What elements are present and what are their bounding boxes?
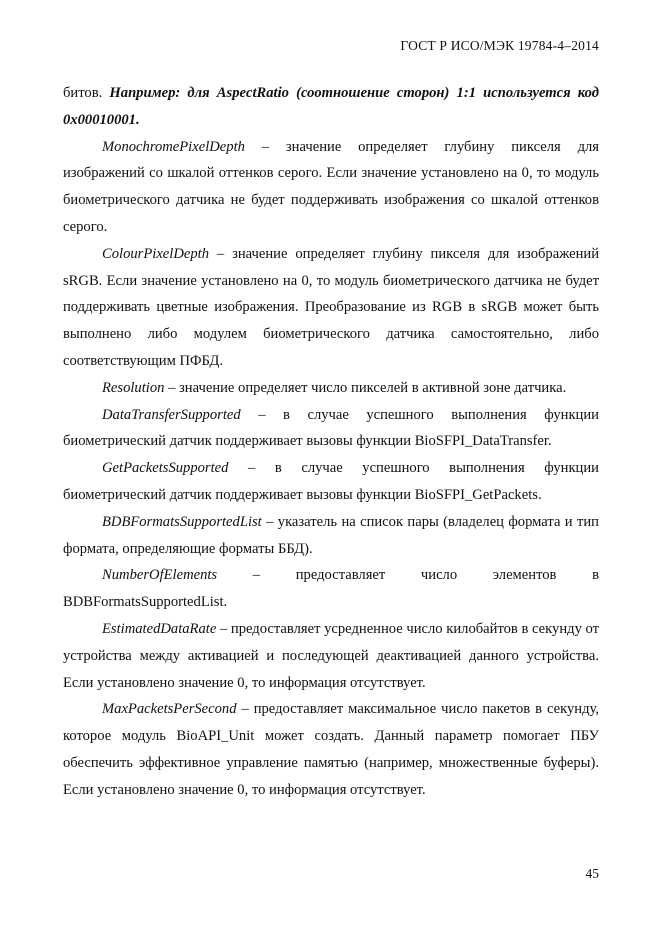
term-max-packets-per-second: MaxPacketsPerSecond [102,701,237,718]
example-text: Например: для AspectRatio (соотношение сторон) 1:1 используется код 0x00010001. [63,85,599,128]
paragraph-get-packets-supported [63,455,599,509]
paragraph-resolution [63,375,599,402]
definition-data-transfer-supported: – в случае успешного выполнения функции биометрический датчик поддерживает вызовы функции BioSFPI_DataTransfer. [63,406,599,450]
term-monochrome-pixel-depth: MonochromePixelDepth [102,138,245,155]
paragraph-data-transfer-supported [63,402,599,456]
paragraph-bdb-formats-supported-list [63,509,599,563]
definition-colour-pixel-depth: – значение определяет глубину пикселя для изображений sRGB. Если значение установлено на 0, то модуль биометрического датчика не будет поддерживать цветные изображения. Преобразование из RGB в sRGB может быть выполнено либо модулем биометрического датчика самостоятельно, либо соответствующим ПФБД. [63,245,599,369]
paragraph-max-packets-per-second [63,696,599,803]
definition-bdb-formats-supported-list: – указатель на список пары (владелец формата и тип формата, определяющие форматы ББД). [63,513,599,557]
term-data-transfer-supported: DataTransferSupported [102,406,241,423]
term-get-packets-supported: GetPacketsSupported [102,460,229,477]
term-number-of-elements: NumberOfElements [102,567,218,584]
paragraph-estimated-data-rate [63,616,599,696]
definition-number-of-elements: – предоставляет число элементов в BDBFormatsSupportedList. [63,567,599,611]
document-header [400,38,599,54]
paragraph-colour-pixel-depth [63,241,599,375]
paragraph-monochrome-pixel-depth [63,134,599,241]
definition-estimated-data-rate: – предоставляет усредненное число килобайтов в секунду от устройства между активацией и последующей деактивацией данного устройства. Если установлено значение 0, то информация отсутствует. [63,620,599,691]
term-bdb-formats-supported-list: BDBFormatsSupportedList [102,513,262,530]
definition-max-packets-per-second: – предоставляет максимальное число пакетов в секунду, которое модуль BioAPI_Unit может создать. Данный параметр помогает ПБУ обеспечить эффективное управление памятью (например, множественные буферы). Если установлено значение 0, то информация отсутствует. [63,701,599,798]
definition-get-packets-supported: – в случае успешного выполнения функции биометрический датчик поддерживает вызовы функции BioSFPI_GetPackets. [63,460,599,503]
document-body [63,80,599,804]
term-resolution: Resolution [102,379,165,396]
page-number: 45 [585,866,599,881]
term-estimated-data-rate: EstimatedDataRate [102,620,217,637]
term-colour-pixel-depth: ColourPixelDepth [102,245,210,262]
paragraph-lead-text: битов. [63,85,110,101]
paragraph-aspect-ratio-example [63,80,599,134]
standard-designation: ГОСТ Р ИСО/МЭК 19784-4–2014 [400,38,599,53]
paragraph-number-of-elements [63,562,599,616]
definition-resolution: – значение определяет число пикселей в активной зоне датчика. [164,379,567,396]
definition-monochrome-pixel-depth: – значение определяет глубину пикселя для изображений со шкалой оттенков серого. Если значение установлено на 0, то модуль биометрического датчика не будет поддерживать изображения со шкалой оттенков серого. [63,138,599,235]
